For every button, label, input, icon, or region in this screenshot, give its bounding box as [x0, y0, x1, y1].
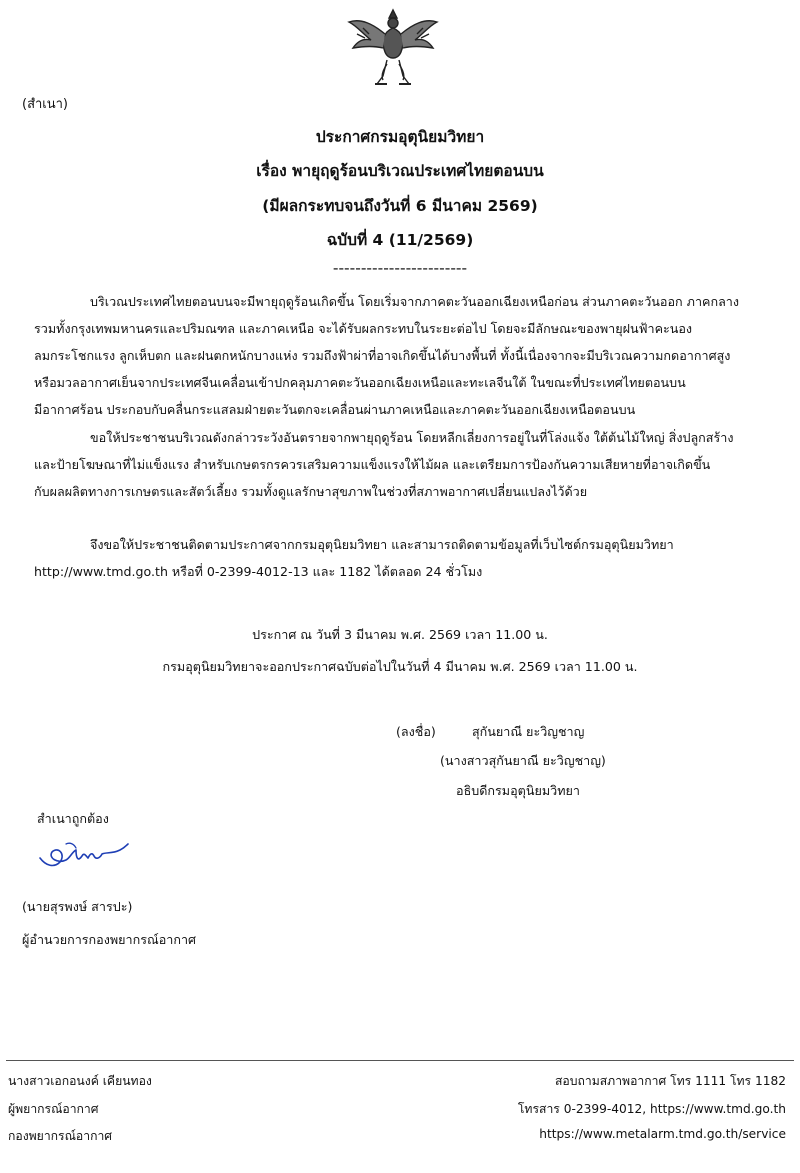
paragraph-line: และป้ายโฆษณาที่ไม่แข็งแรง สำหรับเกษตรกรควรเสริมความแข็งแรงให้ไม้ผล และเตรียมการป้องกันความเสียหายที่อาจเกิดขึ้น [34, 457, 711, 472]
forecaster-role: ผู้พยากรณ์อากาศ [8, 1102, 99, 1116]
page-title: ประกาศกรมอุตุนิยมวิทยา [315, 128, 485, 146]
paragraph-line: http://www.tmd.go.th หรือที่ 0-2399-4012-13 และ 1182 ได้ตลอด 24 ชั่วโมง [34, 564, 483, 579]
signatory-position: อธิบดีกรมอุตุนิยมวิทยา [456, 783, 580, 798]
separator: ------------------------ [332, 259, 468, 277]
certified-copy-label: สำเนาถูกต้อง [37, 811, 109, 826]
footer-divider [6, 1060, 794, 1061]
paragraph-line: รวมทั้งกรุงเทพมหานครและปริมณฑล และภาคเหนือ จะได้รับผลกระทบในระยะต่อไป โดยจะมีลักษณะของพายุฝนฟ้าคะนอง [34, 321, 693, 336]
paragraph-line: กับผลผลิตทางการเกษตรและสัตว์เลี้ยง รวมทั้งดูแลรักษาสุขภาพในช่วงที่สภาพอากาศเปลี่ยนแปลงไว้ด้วย [34, 484, 588, 499]
certifier-name: (นายสุรพงษ์ สารปะ) [22, 899, 133, 914]
handwritten-signature [36, 836, 130, 874]
paragraph-line: ลมกระโชกแรง ลูกเห็บตก และฝนตกหนักบางแห่ง รวมถึงฟ้าผ่าที่อาจเกิดขึ้นได้บางพื้นที่ ทั้งนี้เนื่องจากจะมีบริเวณความกดอากาศสูง [34, 348, 731, 363]
announcement-date: ประกาศ ณ วันที่ 3 มีนาคม พ.ศ. 2569 เวลา 11.00 น. [252, 627, 548, 642]
next-issue-note: กรมอุตุนิยมวิทยาจะออกประกาศฉบับต่อไปในวันที่ 4 มีนาคม พ.ศ. 2569 เวลา 11.00 น. [162, 659, 638, 674]
contact-phone: สอบถามสภาพอากาศ โทร 1111 โทร 1182 [554, 1074, 786, 1088]
issue-number: ฉบับที่ 4 (11/2569) [326, 231, 474, 249]
contact-fax-web: โทรสาร 0-2399-4012, https://www.tmd.go.th [517, 1102, 786, 1116]
subject-line: เรื่อง พายุฤดูร้อนบริเวณประเทศไทยตอนบน [256, 162, 544, 180]
paragraph-advice [34, 424, 790, 505]
forecaster-name: นางสาวเอกอนงค์ เคียนทอง [8, 1074, 152, 1088]
signatory-full-name: (นางสาวสุกันยาณี ยะวิญชาญ) [440, 753, 606, 768]
contact-service-link[interactable]: https://www.metalarm.tmd.go.th/service [539, 1127, 786, 1141]
signature-name: สุกันยาณี ยะวิญชาญ [472, 724, 585, 739]
paragraph-line: บริเวณประเทศไทยตอนบนจะมีพายุฤดูร้อนเกิดขึ้น โดยเริ่มจากภาคตะวันออกเฉียงเหนือก่อน ส่วนภาคตะวันออก ภาคกลาง [90, 294, 740, 309]
forecaster-division: กองพยากรณ์อากาศ [8, 1129, 113, 1143]
paragraph-line: มีอากาศร้อน ประกอบกับคลื่นกระแสลมฝ่ายตะวันตกจะเคลื่อนผ่านภาคเหนือและภาคตะวันออกเฉียงเหนือตอนบน [34, 402, 636, 417]
paragraph-line: หรือมวลอากาศเย็นจากประเทศจีนเคลื่อนเข้าปกคลุมภาคตะวันออกเฉียงเหนือและทะเลจีนใต้ ในขณะที่ประเทศไทยตอนบน [34, 375, 686, 390]
certifier-position: ผู้อำนวยการกองพยากรณ์อากาศ [22, 932, 197, 947]
paragraph-follow-up [34, 531, 790, 585]
paragraph-forecast [34, 288, 790, 423]
signature-label: (ลงชื่อ) [396, 724, 436, 739]
paragraph-line: จึงขอให้ประชาชนติดตามประกาศจากกรมอุตุนิยมวิทยา และสามารถติดตามข้อมูลที่เว็บไซต์กรมอุตุนิยมวิทยา [90, 537, 674, 552]
effective-date: (มีผลกระทบจนถึงวันที่ 6 มีนาคม 2569) [262, 197, 538, 215]
paragraph-line: ขอให้ประชาชนบริเวณดังกล่าวระวังอันตรายจากพายุฤดูร้อน โดยหลีกเลี่ยงการอยู่ในที่โล่งแจ้ง ใต้ต้นไม้ใหญ่ สิ่งปลูกสร้าง [90, 430, 734, 445]
garuda-emblem-icon [343, 4, 443, 92]
copy-tag: (สำเนา) [22, 97, 69, 112]
